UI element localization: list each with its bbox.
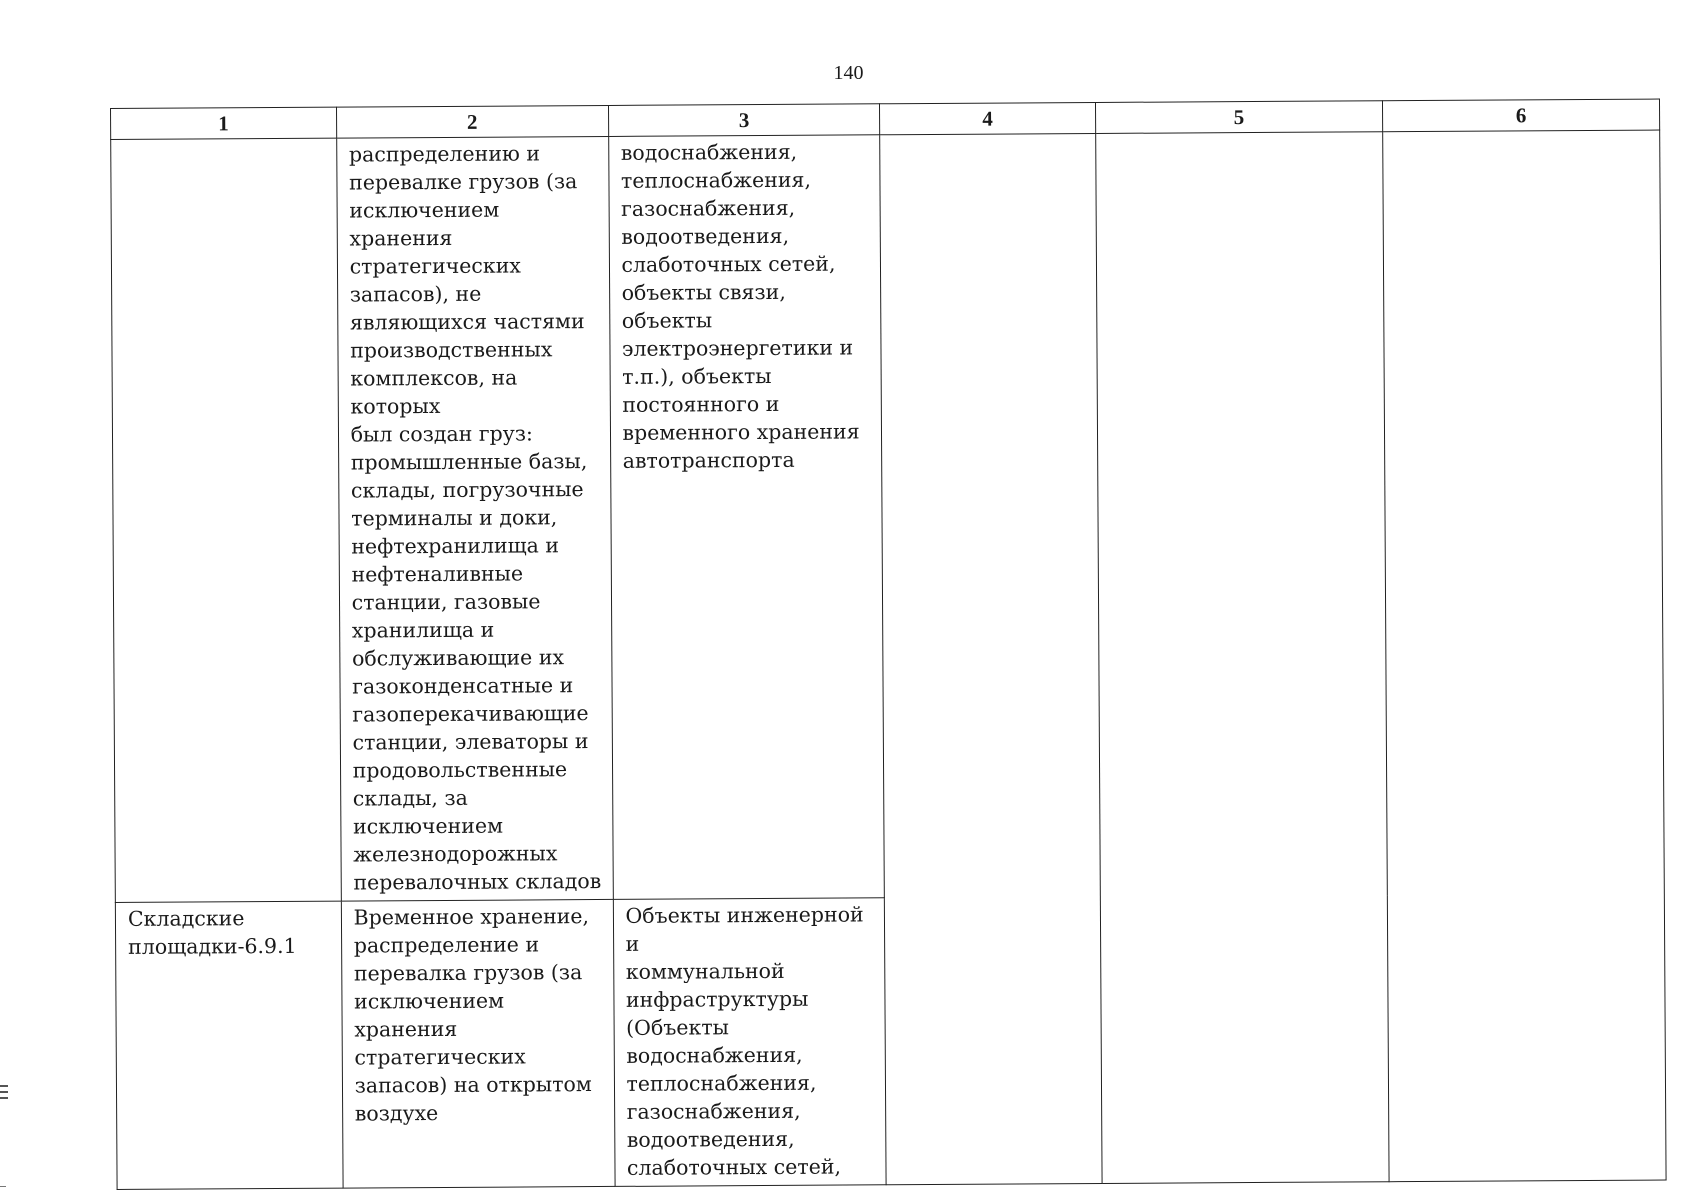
table-cell xyxy=(115,901,342,1189)
table-cell xyxy=(341,899,615,1188)
column-header-6: 6 xyxy=(1382,99,1659,132)
table-cell xyxy=(608,135,884,900)
cell-text: распределению и перевалке грузов (за исключением хранения стратегических запасов), не являющихся частями производственных комплексов, на которых был создан груз: промышленные базы, склады, погрузочные терминалы и доки, нефтехранилища и нефтеналивные станции, газовые хранилища и обслуживающие их газоконденсатные и газоперекачивающие станции, элеваторы и продовольственные склады, за исключением железнодорожных перевалочных складов xyxy=(348,141,602,895)
cell-text: Складские площадки-6.9.1 xyxy=(127,906,297,959)
table-cell xyxy=(1095,132,1389,1184)
column-header-3: 3 xyxy=(608,104,880,137)
cell-text xyxy=(1096,132,1382,140)
land-use-table xyxy=(110,99,1667,1190)
scan-margin-marks xyxy=(0,1085,8,1103)
cell-text xyxy=(1383,131,1659,139)
column-header-2: 2 xyxy=(336,105,608,138)
table-row xyxy=(111,130,1665,902)
table-cell xyxy=(613,898,887,1187)
cell-text xyxy=(111,139,336,146)
cell-text: водоснабжения, теплоснабжения, газоснабжения, водоотведения, слаботочных сетей, объекты связи, объекты электроэнергетики и т.п.), объекты постоянного и временного хранения автотранспорта xyxy=(620,139,860,473)
cell-text: Временное хранение, распределение и перевалка грузов (за исключением хранения стратегических запасов) на открытом воздухе xyxy=(353,904,592,1126)
table-cell xyxy=(880,133,1102,1184)
table-cell xyxy=(111,138,341,902)
table-cell xyxy=(336,136,612,901)
column-header-5: 5 xyxy=(1095,101,1382,134)
cell-text xyxy=(881,134,1095,141)
table-cell xyxy=(1383,130,1666,1182)
column-header-4: 4 xyxy=(880,102,1096,134)
scan-margin-dash xyxy=(0,1186,6,1187)
cell-text: Объекты инженерной и коммунальной инфраструктуры (Объекты водоснабжения, теплоснабжения, газоснабжения, водоотведения, слаботочных сетей, xyxy=(625,902,864,1180)
page-number: 140 xyxy=(833,62,864,84)
column-header-1: 1 xyxy=(111,107,337,139)
